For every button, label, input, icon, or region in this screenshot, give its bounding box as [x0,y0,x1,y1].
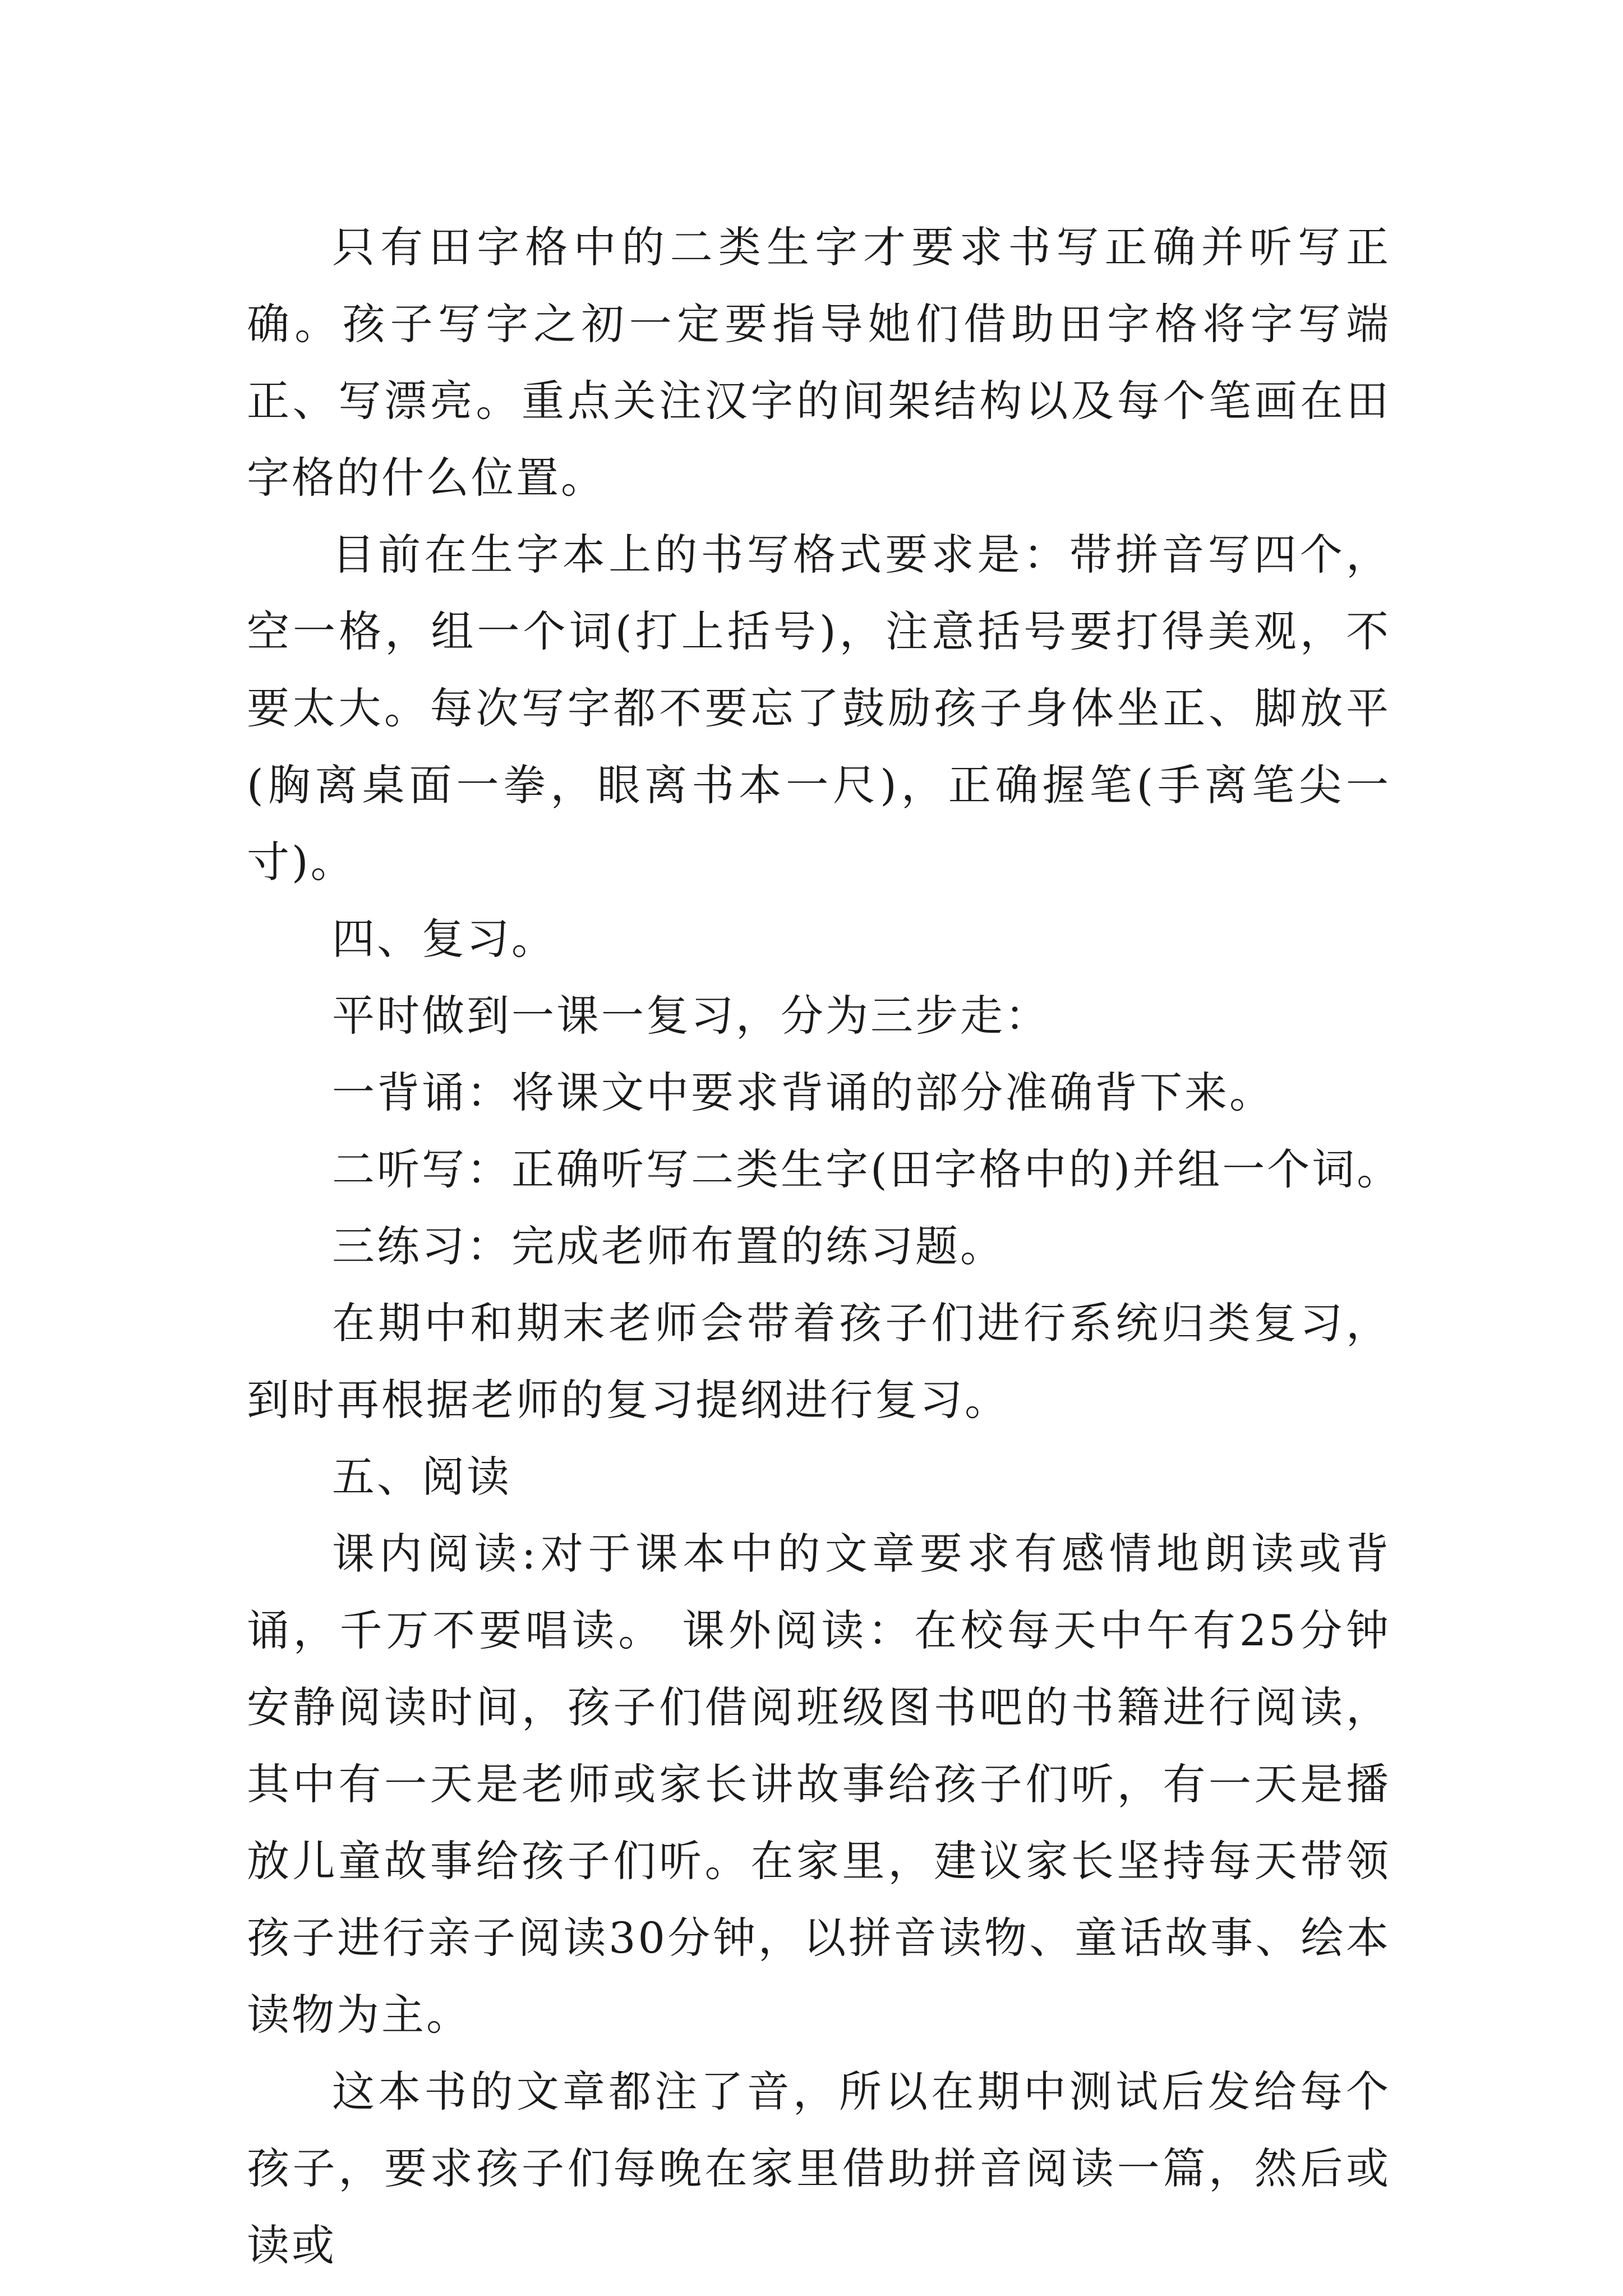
paragraph-tianzige-writing: 只有田字格中的二类生字才要求书写正确并听写正确。孩子写字之初一定要指导她们借助田字格将字写端正、写漂亮。重点关注汉字的间架结构以及每个笔画在田字格的什么位置。 [247,222,1391,503]
document-body [247,209,1402,2284]
paragraph-reading-plan: 课内阅读:对于课本中的文章要求有感情地朗读或背诵，千万不要唱读。 课外阅读：在校每天中午有25分钟安静阅读时间，孩子们借阅班级图书吧的书籍进行阅读，其中有一天是老师或家长讲故事给孩子们听，有一天是播放儿童故事给孩子们听。在家里，建议家长坚持每天带领孩子进行亲子阅读30分钟，以拼音读物、童话故事、绘本读物为主。 [247,1529,1391,2040]
paragraph-writing-format: 目前在生字本上的书写格式要求是：带拼音写四个，空一格，组一个词(打上括号)，注意括号要打得美观，不要太大。每次写字都不要忘了鼓励孩子身体坐正、脚放平(胸离桌面一拳，眼离书本一尺)，正确握笔(手离笔尖一寸)。 [247,530,1391,887]
list-item-dictation: 二听写：正确听写二类生字(田字格中的)并组一个词。 [332,1144,1402,1194]
paragraph-book-reading: 这本书的文章都注了音，所以在期中测试后发给每个孩子，要求孩子们每晚在家里借助拼音阅读一篇，然后或读或 [247,2067,1391,2270]
heading-reading: 五、阅读 [332,1452,511,1502]
list-item-practice: 三练习：完成老师布置的练习题。 [332,1221,1005,1271]
heading-review: 四、复习。 [332,914,556,964]
paragraph-term-review: 在期中和期末老师会带着孩子们进行系统归类复习，到时再根据老师的复习提纲进行复习。 [247,1298,1391,1425]
list-item-recite: 一背诵：将课文中要求背诵的部分准确背下来。 [332,1068,1274,1117]
paragraph-review-steps: 平时做到一课一复习，分为三步走： [332,991,1050,1041]
